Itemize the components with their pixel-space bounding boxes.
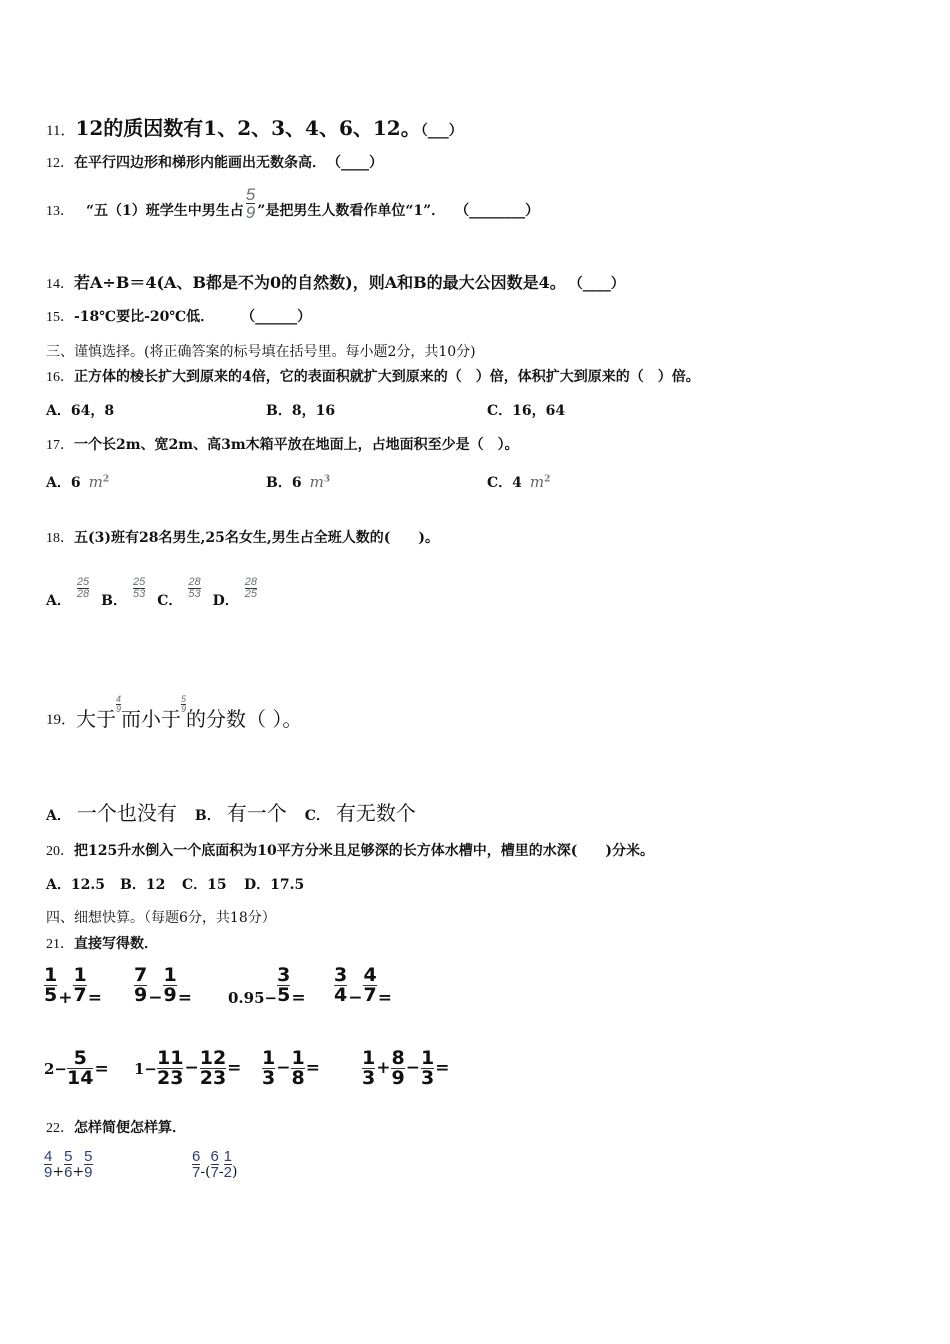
numerator: 1 bbox=[291, 1046, 305, 1069]
option-20-b[interactable]: B．12 bbox=[120, 877, 166, 893]
operator: − bbox=[184, 1058, 199, 1078]
option-label: C．4 bbox=[487, 475, 522, 491]
option-16-c[interactable]: C．16，64 bbox=[487, 403, 566, 419]
denominator: 3 bbox=[420, 1066, 435, 1089]
question-text-pre: 大于 bbox=[76, 707, 117, 731]
denominator: 6 bbox=[64, 1163, 73, 1181]
equals-sign: = bbox=[94, 1059, 109, 1079]
question-12 bbox=[46, 152, 383, 172]
section-heading-4: 四、细想快算。（每题6分，共18分） bbox=[46, 910, 276, 926]
question-20 bbox=[46, 840, 654, 860]
expression-prefix: 2− bbox=[44, 1060, 68, 1078]
denominator: 9 bbox=[181, 704, 187, 714]
calc-1-2 bbox=[134, 960, 193, 1010]
question-number: 19． bbox=[46, 712, 77, 728]
option-18-d[interactable] bbox=[213, 577, 257, 610]
question-number: 20． bbox=[46, 844, 74, 859]
denominator: 3 bbox=[362, 1066, 376, 1089]
answer-blank[interactable]: （________） bbox=[455, 203, 540, 219]
numerator: 28 bbox=[244, 576, 258, 588]
equals-sign: = bbox=[87, 988, 102, 1008]
denominator: 2 bbox=[223, 1163, 232, 1181]
question-15 bbox=[46, 306, 311, 326]
numerator: 1 bbox=[262, 1046, 276, 1069]
option-17-c[interactable] bbox=[487, 472, 550, 492]
denominator: 7 bbox=[192, 1163, 201, 1181]
calc-2-2 bbox=[134, 1043, 242, 1093]
question-11 bbox=[46, 112, 463, 141]
question-17 bbox=[46, 434, 519, 454]
question-16 bbox=[46, 366, 700, 386]
question-number: 17． bbox=[46, 438, 74, 453]
calc-2-1 bbox=[44, 1043, 110, 1093]
denominator: 3 bbox=[262, 1066, 276, 1089]
option-17-a[interactable] bbox=[46, 472, 109, 492]
denominator: 7 bbox=[210, 1163, 219, 1181]
question-number: 21． bbox=[46, 937, 74, 952]
question-text: 直接写得数． bbox=[74, 936, 158, 952]
numerator: 4 bbox=[116, 694, 122, 704]
question-text: 一个长2m、宽2m、高3m木箱平放在地面上，占地面积至少是（ ）。 bbox=[74, 437, 519, 453]
question-text-mid: 而小于 bbox=[121, 707, 182, 731]
option-20-c[interactable]: C．15 bbox=[182, 877, 227, 893]
question-text: 12的质因数有1、2、3、4、6、12。 bbox=[75, 116, 421, 140]
numerator: 5 bbox=[84, 1147, 93, 1165]
option-16-a[interactable]: A．64，8 bbox=[46, 403, 115, 419]
option-label: A． bbox=[46, 593, 71, 609]
question-21 bbox=[46, 933, 158, 953]
expression-prefix: 1− bbox=[134, 1060, 158, 1078]
question-number: 14． bbox=[46, 277, 74, 292]
denominator: 9 bbox=[84, 1163, 93, 1181]
operator: - bbox=[218, 1164, 224, 1180]
question-text: 正方体的棱长扩大到原来的4倍，它的表面积就扩大到原来的（ ）倍，体积扩大到原来的（ ）倍。 bbox=[74, 369, 700, 385]
denominator: 7 bbox=[73, 983, 87, 1006]
denominator: 5 bbox=[44, 983, 58, 1006]
numerator: 1 bbox=[420, 1046, 435, 1069]
option-19-b[interactable]: 有一个 bbox=[226, 801, 287, 825]
unit: m bbox=[309, 473, 324, 491]
numerator: 4 bbox=[44, 1147, 53, 1165]
numerator: 5 bbox=[181, 694, 187, 704]
numerator: 12 bbox=[199, 1046, 227, 1069]
question-number: 16． bbox=[46, 370, 74, 385]
denominator: 7 bbox=[363, 983, 377, 1006]
unit: m bbox=[88, 473, 103, 491]
question-text: -18℃要比-20℃低． bbox=[74, 309, 215, 325]
option-19-c[interactable]: 有无数个 bbox=[335, 801, 416, 825]
options-19 bbox=[46, 797, 416, 826]
exponent: 2 bbox=[102, 474, 110, 485]
question-number: 13． bbox=[46, 204, 74, 219]
operator: − bbox=[148, 988, 163, 1008]
denominator: 14 bbox=[67, 1066, 94, 1089]
operator: + bbox=[58, 988, 73, 1008]
answer-blank[interactable]: （___） bbox=[420, 123, 463, 139]
denominator: 28 bbox=[76, 588, 90, 600]
option-20-a[interactable]: A．12.5 bbox=[46, 877, 105, 893]
question-number: 18． bbox=[46, 531, 74, 546]
denominator: 23 bbox=[157, 1066, 184, 1089]
option-label: D． bbox=[212, 593, 239, 609]
option-19-a[interactable]: 一个也没有 bbox=[76, 801, 177, 825]
exponent: 2 bbox=[544, 474, 551, 485]
unit: m bbox=[529, 473, 545, 491]
answer-blank[interactable]: （____） bbox=[575, 276, 625, 292]
question-14 bbox=[46, 270, 625, 293]
numerator: 4 bbox=[363, 963, 377, 986]
equals-sign: = bbox=[377, 988, 392, 1008]
denominator: 23 bbox=[199, 1066, 227, 1089]
equals-sign: = bbox=[227, 1058, 242, 1078]
calc-1-1 bbox=[44, 960, 103, 1010]
numerator: 7 bbox=[134, 963, 148, 986]
option-19-a-label: A． bbox=[46, 808, 71, 824]
denominator: 25 bbox=[244, 588, 258, 600]
numerator: 3 bbox=[334, 963, 348, 986]
option-18-b[interactable] bbox=[101, 577, 145, 610]
numerator: 5 bbox=[245, 184, 256, 204]
calc-22-1 bbox=[44, 1143, 93, 1185]
question-text: 若A÷B＝4(A、B都是不为0的自然数)，则A和B的最大公因数是4。 bbox=[74, 273, 566, 292]
operator: − bbox=[405, 1058, 420, 1078]
exponent: 3 bbox=[323, 474, 331, 485]
numerator: 1 bbox=[73, 963, 87, 986]
operator: -( bbox=[200, 1164, 211, 1180]
fraction bbox=[245, 577, 257, 600]
numerator: 28 bbox=[188, 576, 201, 588]
equals-sign: = bbox=[435, 1058, 450, 1078]
fraction bbox=[133, 577, 145, 600]
denominator: 9 bbox=[245, 202, 256, 222]
option-19-b-label: B． bbox=[194, 808, 221, 824]
fraction bbox=[77, 577, 89, 600]
option-16-b[interactable]: B．8，16 bbox=[266, 403, 336, 419]
question-22 bbox=[46, 1117, 186, 1137]
option-label: A．6 bbox=[46, 475, 81, 491]
numerator: 8 bbox=[391, 1046, 405, 1069]
fraction bbox=[188, 577, 200, 600]
numerator: 5 bbox=[73, 1046, 87, 1069]
denominator: 9 bbox=[134, 983, 148, 1006]
denominator: 5 bbox=[277, 983, 291, 1006]
denominator: 9 bbox=[391, 1066, 405, 1089]
closing-paren: ) bbox=[231, 1164, 238, 1180]
question-text-post: 的分数（ ）。 bbox=[186, 707, 303, 731]
calc-1-4 bbox=[334, 960, 393, 1010]
denominator: 9 bbox=[44, 1163, 53, 1181]
question-text: 五(3)班有28名男生,25名女生,男生占全班人数的( )。 bbox=[74, 530, 439, 546]
equals-sign: = bbox=[291, 988, 306, 1008]
operator: + bbox=[72, 1164, 85, 1180]
question-13 bbox=[46, 185, 539, 235]
numerator: 25 bbox=[132, 576, 146, 588]
question-number: 12． bbox=[46, 156, 74, 171]
calc-22-2 bbox=[192, 1143, 237, 1185]
numerator: 1 bbox=[163, 963, 177, 986]
numerator: 5 bbox=[64, 1147, 73, 1165]
question-19 bbox=[46, 684, 302, 732]
question-text: 怎样简便怎样算． bbox=[74, 1120, 186, 1136]
operator: + bbox=[376, 1058, 391, 1078]
operator: − bbox=[348, 988, 363, 1008]
option-18-c[interactable] bbox=[157, 577, 200, 610]
calc-2-3 bbox=[262, 1043, 321, 1093]
option-17-b[interactable] bbox=[266, 472, 330, 492]
expression-prefix: 0.95− bbox=[228, 989, 278, 1007]
numerator: 1 bbox=[223, 1147, 232, 1165]
denominator: 9 bbox=[116, 704, 122, 714]
calc-2-4 bbox=[362, 1043, 450, 1093]
calc-1-3 bbox=[228, 960, 307, 1010]
answer-blank[interactable]: （______） bbox=[248, 309, 312, 325]
numerator: 25 bbox=[76, 576, 90, 588]
answer-blank[interactable]: （____） bbox=[334, 155, 383, 171]
numerator: 11 bbox=[157, 1046, 184, 1069]
question-number: 22． bbox=[46, 1121, 74, 1136]
question-text-pre: “五（1）班学生中男生占 bbox=[86, 203, 244, 219]
option-19-c-label: C． bbox=[304, 808, 330, 824]
option-label: B． bbox=[101, 593, 127, 609]
question-number: 15． bbox=[46, 310, 74, 325]
numerator: 6 bbox=[192, 1147, 201, 1165]
option-20-d[interactable]: D．17.5 bbox=[244, 877, 305, 893]
option-label: C． bbox=[157, 593, 183, 609]
question-text-post: ”是把男生人数看作单位“1”． bbox=[257, 203, 446, 219]
section-heading-3: 三、谨慎选择。(将正确答案的标号填在括号里。每小题2分，共10分) bbox=[46, 344, 476, 360]
question-text: 把125升水倒入一个底面积为10平方分米且足够深的长方体水槽中，槽里的水深( )分米。 bbox=[74, 843, 654, 859]
options-18 bbox=[46, 566, 257, 610]
numerator: 3 bbox=[277, 963, 291, 986]
denominator: 9 bbox=[163, 983, 177, 1006]
fraction bbox=[246, 186, 255, 221]
denominator: 8 bbox=[291, 1066, 305, 1089]
denominator: 53 bbox=[132, 588, 146, 600]
numerator: 1 bbox=[44, 963, 58, 986]
question-text: 在平行四边形和梯形内能画出无数条高． bbox=[74, 155, 326, 171]
question-number: 11． bbox=[46, 123, 76, 139]
option-label: B．6 bbox=[266, 475, 302, 491]
numerator: 6 bbox=[210, 1147, 219, 1165]
denominator: 53 bbox=[188, 588, 201, 600]
operator: + bbox=[52, 1164, 65, 1180]
numerator: 1 bbox=[362, 1046, 376, 1069]
denominator: 4 bbox=[334, 983, 348, 1006]
equals-sign: = bbox=[305, 1058, 320, 1078]
equals-sign: = bbox=[177, 988, 192, 1008]
option-18-a[interactable] bbox=[46, 577, 89, 610]
question-18 bbox=[46, 527, 439, 547]
operator: − bbox=[276, 1058, 291, 1078]
